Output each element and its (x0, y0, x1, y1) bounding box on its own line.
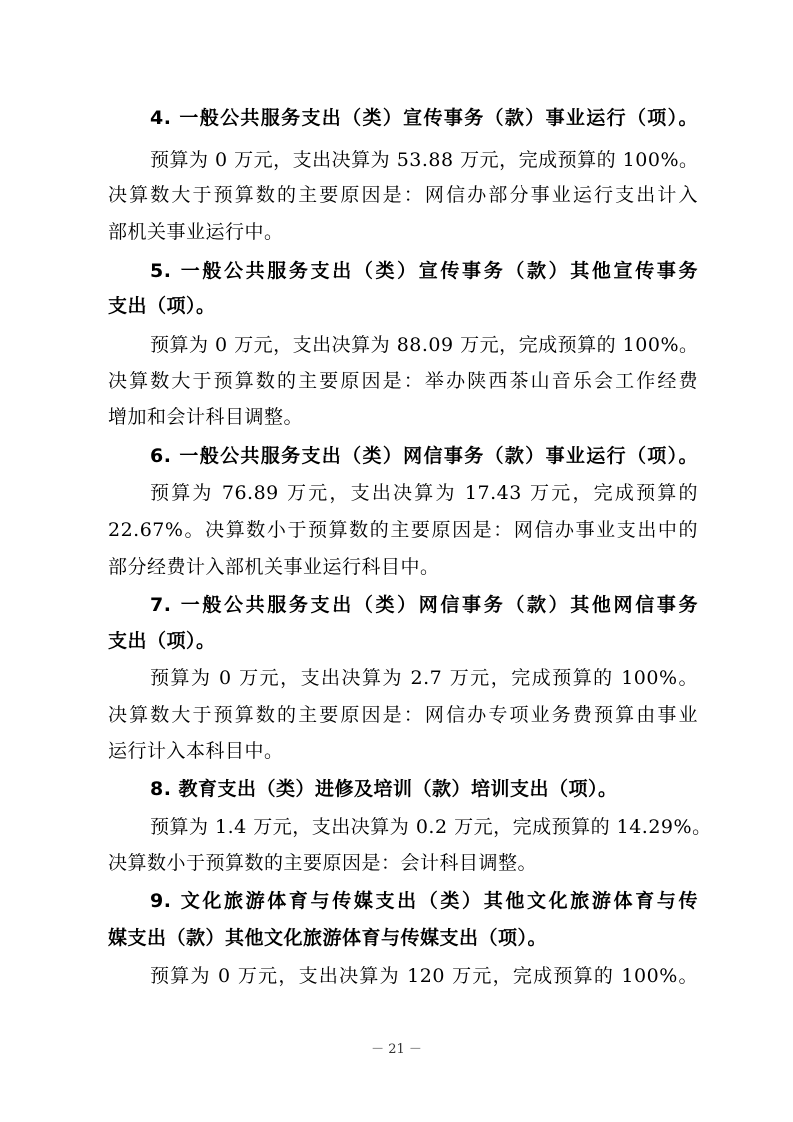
paragraph-line: 预算为 1.4 万元，支出决算为 0.2 万元，完成预算的 14.29%。 (150, 816, 712, 838)
paragraph-line: 预算为 0 万元，支出决算为 88.09 万元，完成预算的 100%。 (150, 334, 699, 356)
heading-item-5-cont: 支出（项）。 (108, 295, 216, 317)
heading-item-7: 7. 一般公共服务支出（类）网信事务（款）其他网信事务 (150, 594, 698, 616)
heading-item-4: 4. 一般公共服务支出（类）宣传事务（款）事业运行（项）。 (150, 107, 698, 129)
paragraph-line: 预算为 76.89 万元，支出决算为 17.43 万元，完成预算的 (150, 482, 698, 504)
page-number: － 21 － (371, 1042, 422, 1057)
paragraph-line: 22.67%。决算数小于预算数的主要原因是：网信办事业支出中的 (108, 519, 698, 541)
paragraph-line: 决算数大于预算数的主要原因是：网信办专项业务费预算由事业 (108, 704, 698, 726)
heading-item-6: 6. 一般公共服务支出（类）网信事务（款）事业运行（项）。 (150, 445, 698, 467)
paragraph-line: 部分经费计入部机关事业运行科目中。 (108, 556, 440, 578)
heading-item-9-cont: 媒支出（款）其他文化旅游体育与传媒支出（项）。 (108, 927, 548, 949)
paragraph-line: 决算数小于预算数的主要原因是：会计科目调整。 (108, 852, 538, 874)
paragraph-line: 运行计入本科目中。 (108, 740, 284, 762)
heading-item-9: 9. 文化旅游体育与传媒支出（类）其他文化旅游体育与传 (150, 890, 698, 912)
paragraph-line: 部机关事业运行中。 (108, 221, 284, 243)
paragraph-line: 预算为 0 万元，支出决算为 120 万元，完成预算的 100%。 (150, 965, 698, 987)
paragraph-line: 预算为 0 万元，支出决算为 2.7 万元，完成预算的 100%。 (150, 667, 698, 689)
heading-item-8: 8. 教育支出（类）进修及培训（款）培训支出（项）。 (150, 778, 618, 800)
paragraph-line: 决算数大于预算数的主要原因是：网信办部分事业运行支出计入 (108, 184, 698, 206)
paragraph-line: 预算为 0 万元，支出决算为 53.88 万元，完成预算的 100%。 (150, 149, 699, 171)
paragraph-line: 决算数大于预算数的主要原因是：举办陕西茶山音乐会工作经费 (108, 370, 698, 392)
paragraph-line: 增加和会计科目调整。 (108, 406, 304, 428)
heading-item-5: 5. 一般公共服务支出（类）宣传事务（款）其他宣传事务 (150, 260, 698, 282)
heading-item-7-cont: 支出（项）。 (108, 630, 216, 652)
